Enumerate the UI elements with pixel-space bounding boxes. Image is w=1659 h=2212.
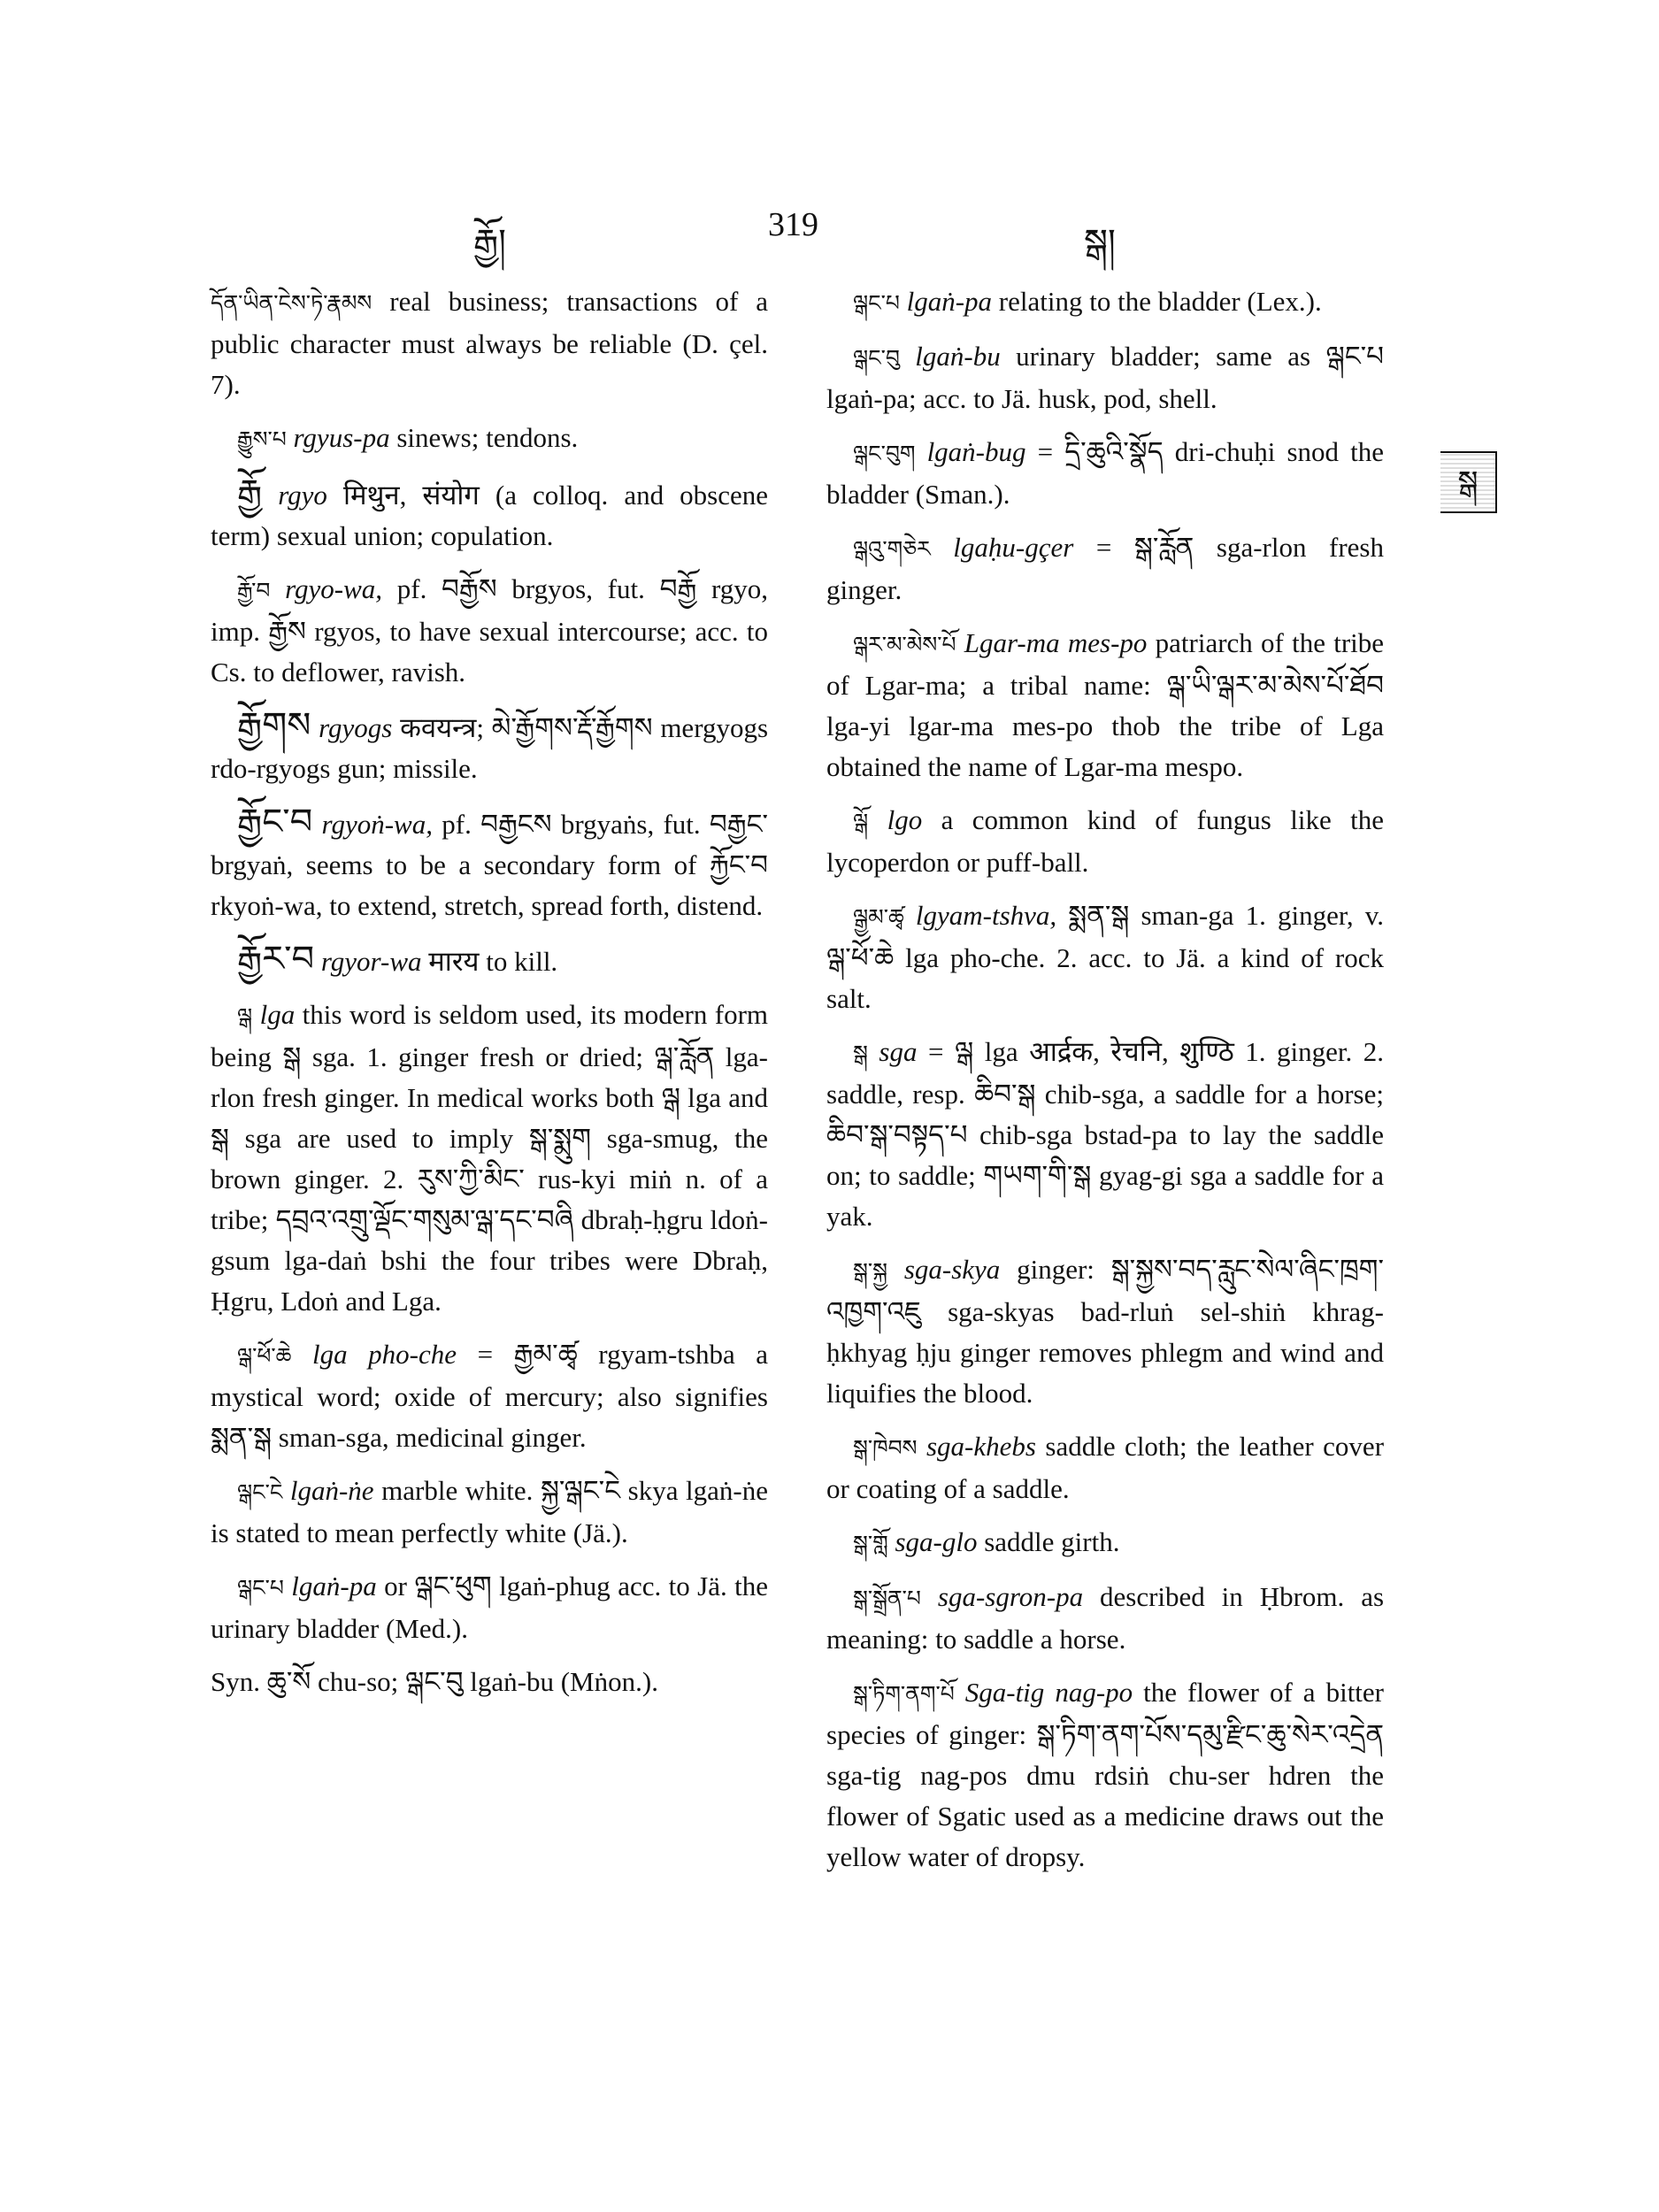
definition-text: real business; transactions of a public character must always be reliable (D. çel. 7). — [211, 286, 769, 400]
dictionary-entry — [211, 705, 768, 789]
dictionary-entry — [211, 995, 768, 1322]
definition-text: = དྲི་ཆུའི་སྣོད dri-chuḥi snod the bladder (Sman.). — [826, 436, 1385, 510]
definition-text: ginger: སྒ་སྐྱས་བད་རླུང་སེལ་ཞིང་ཁྲག་འཁྱག་འཇུ sga-skyas bad-rluṅ sel-shiṅ khrag-ḥkhyag ḥju ginger removes phlegm and wind and liquifies the blood. — [826, 1254, 1385, 1409]
tibetan-headword: སྒ — [853, 1041, 868, 1066]
tibetan-headword: སྒ་སྐྱ — [853, 1258, 888, 1284]
dictionary-entry — [826, 527, 1384, 611]
dictionary-entry — [211, 802, 768, 926]
definition-text: relating to the bladder (Lex.). — [998, 286, 1322, 317]
transliteration: lgaṅ-bu — [915, 341, 1001, 372]
dictionary-entry — [211, 281, 768, 405]
transliteration: Lgar-ma mes-po — [964, 627, 1148, 658]
definition-text: or ལྒང་ཕུག lgaṅ-phug acc. to Jä. the urinary bladder (Med.). — [211, 1571, 768, 1644]
definition-text: marble white. སྐྱ་ལྒང་ངེ skya lgaṅ-ṅe is stated to mean perfectly white (Jä.). — [211, 1475, 769, 1548]
dictionary-entry — [826, 1522, 1384, 1564]
transliteration: rgyoṅ-wa, — [321, 809, 433, 840]
dictionary-entry — [826, 432, 1384, 515]
tibetan-headword: ལྒྱམ་ཚྭ — [853, 904, 904, 930]
definition-text: = ལྒ lga आर्द्रक, रेचनि, शुण्ठि 1. ginger. 2. saddle, resp. ཆིབ་སྒ chib-sga, a saddle for a horse; ཆིབ་སྒ་བསྟད་པ chib-sga bstad-pa to lay the saddle on; to saddle; གཡག་གི་སྒ gyag-gi sga a saddle for a yak. — [826, 1036, 1384, 1232]
definition-text: urinary bladder; same as ལྒང་པ lgaṅ-pa; acc. to Jä. husk, pod, shell. — [826, 341, 1385, 414]
dictionary-entry — [211, 569, 768, 693]
dictionary-entry — [826, 1577, 1384, 1660]
tibetan-headword: སྒ་ཁེབས — [853, 1435, 918, 1461]
transliteration: sga-sgron-pa — [937, 1581, 1084, 1612]
transliteration: rgyo — [278, 480, 327, 511]
transliteration: lgaṅ-pa — [906, 286, 993, 317]
dictionary-entry — [211, 1334, 768, 1458]
transliteration: Sga-tig nag-po — [964, 1677, 1133, 1708]
transliteration: lgaṅ-pa — [291, 1571, 377, 1601]
dictionary-entry — [211, 1471, 768, 1554]
transliteration: sga-glo — [895, 1526, 978, 1557]
dictionary-entry — [826, 1426, 1384, 1509]
definition-text: this word is seldom used, its modern form being སྒ sga. 1. ginger fresh or dried; ལྒ་རློན lga-rlon fresh ginger. In medical works both ལྒ lga and སྒ sga are used to imply སྒ་སྨུག sga-smug, the brown ginger. 2. རུས་ཀྱི་མིང་ rus-kyi miṅ n. of a tribe; དབྲའ་འགྲུ་ལྡོང་གསུམ་ལྒ་དང་བཞི dbraḥ-ḥgru ldoṅ-gsum lga-daṅ bshi the four tribes were Dbraḥ, Ḥgru, Ldoṅ and Lga. — [211, 999, 769, 1317]
transliteration: rgyo-wa, — [285, 573, 383, 604]
definition-text: saddle girth. — [984, 1526, 1120, 1557]
tibetan-headword: རྒྱུས་པ — [237, 426, 287, 452]
right-running-headword: སྒ། — [1084, 222, 1116, 263]
transliteration: rgyor-wa — [320, 946, 422, 977]
transliteration: lgaṅ-ṅe — [289, 1475, 374, 1506]
tibetan-headword: ལྒང་བུ — [853, 345, 900, 371]
right-column — [826, 281, 1384, 1890]
definition-text: patriarch of the tribe of Lgar-ma; a tribal name: ལྒ་ཡི་ལྒར་མ་མེས་པོ་ཐོབ lga-yi lgar-ma mes-po thob the tribe of Lga obtained the name of Lgar-ma mespo. — [826, 627, 1385, 782]
transliteration: rgyus-pa — [293, 422, 390, 453]
tibetan-headword: རྒྱོ་བ — [237, 578, 271, 603]
definition-text: मारय to kill. — [428, 946, 558, 977]
tibetan-headword: སྒ་གློ — [853, 1531, 888, 1556]
tibetan-headword: རྒྱོང་བ — [237, 802, 313, 842]
tibetan-headword: ལྒར་མ་མེས་པོ — [853, 632, 956, 657]
tibetan-headword: ལྒང་པ — [853, 290, 900, 316]
dictionary-entry — [211, 1566, 768, 1649]
definition-text: སྨན་སྒ sman-ga 1. ginger, v. ལྒ་ཕོ་ཆེ lga pho-che. 2. acc. to Jä. a kind of rock salt. — [826, 900, 1385, 1014]
tibetan-headword: རྒྱོགས — [237, 705, 311, 746]
tibetan-headword: རྒྱོ — [237, 472, 263, 513]
tibetan-headword: སྒ་སྒྲོན་པ — [853, 1586, 921, 1611]
dictionary-entry — [211, 939, 768, 982]
tibetan-headword: ལྒང་པ — [237, 1575, 284, 1601]
dictionary-entry — [826, 336, 1384, 419]
transliteration: lga — [259, 999, 296, 1030]
page-header — [0, 202, 1659, 263]
transliteration: lga pho-che — [312, 1339, 457, 1370]
dictionary-entry — [211, 472, 768, 557]
definition-text: Syn. ཆུ་སོ chu-so; ལྒང་བུ lgaṅ-bu (Mṅon.). — [211, 1666, 658, 1697]
transliteration: sga-skya — [903, 1254, 1001, 1285]
thumb-index-tab: སྒ — [1440, 451, 1497, 513]
definition-text: saddle cloth; the leather cover or coating of a saddle. — [826, 1431, 1385, 1504]
dictionary-entry — [826, 281, 1384, 324]
tibetan-headword: ལྒང་ངེ — [237, 1479, 283, 1505]
dictionary-entry — [826, 623, 1384, 787]
left-running-headword: རྒྱོ། — [473, 222, 507, 263]
tibetan-headword: ལྒང་བུག — [853, 441, 916, 466]
definition-text: कवयन्त्र; མེ་རྒྱོགས་རྡོ་རྒྱོགས mergyogs rdo-rgyogs gun; missile. — [211, 712, 769, 784]
tibetan-headword: རྒྱོར་བ — [237, 939, 315, 979]
transliteration: sga-khebs — [926, 1431, 1036, 1462]
tibetan-headword: ལྒ — [237, 1003, 253, 1029]
dictionary-entry — [826, 1249, 1384, 1414]
definition-text: pf. བརྒྱོས brgyos, fut. བརྒྱོ rgyo, imp. རྒྱོས rgyos, to have sexual intercourse; acc. to Cs. to deflower, ravish. — [211, 573, 769, 687]
definition-text: pf. བརྒྱངས brgyaṅs, fut. བརྒྱང་ brgyaṅ, seems to be a secondary form of རྐྱོང་བ rkyoṅ-wa, to extend, stretch, spread forth, distend. — [211, 809, 768, 921]
dictionary-entry — [211, 1662, 768, 1702]
tibetan-headword: སྒ་ཏིག་ནག་པོ — [853, 1681, 955, 1707]
definition-text: a common kind of fungus like the lycoperdon or puff-ball. — [826, 804, 1385, 878]
transliteration: lgo — [887, 804, 923, 835]
dictionary-entry — [826, 800, 1384, 883]
dictionary-entry — [211, 418, 768, 460]
dictionary-entry — [826, 1672, 1384, 1878]
transliteration: lgaṅ-bug — [926, 436, 1026, 467]
transliteration: lgaḥu-gçer — [953, 532, 1074, 563]
transliteration: lgyam-tshva, — [915, 900, 1057, 931]
left-column — [211, 281, 768, 1715]
dictionary-entry — [826, 1032, 1384, 1237]
dictionary-entry — [826, 895, 1384, 1019]
definition-text: described in Ḥbrom. as meaning: to saddle a horse. — [826, 1581, 1385, 1655]
definition-text: = རྒྱམ་ཚྭ rgyam-tshba a mystical word; oxide of mercury; also signifies སྨན་སྒ sman-sga, medicinal ginger. — [211, 1339, 768, 1453]
tibetan-headword: ལྒ་ཕོ་ཆེ — [237, 1343, 292, 1369]
transliteration: rgyogs — [319, 712, 393, 743]
definition-text: the flower of a bitter species of ginger: སྒ་ཏིག་ནག་པོས་དམུ་རྫིང་ཆུ་སེར་འདྲེན sga-tig nag-pos dmu rdsiṅ chu-ser hdren the flower of Sgatic used as a medicine draws out the yellow water of dropsy. — [826, 1677, 1384, 1872]
tibetan-headword: ལྒོ — [853, 809, 869, 834]
definition-text: sinews; tendons. — [396, 422, 579, 453]
tibetan-headword: དོན་ཡིན་ངེས་ཏེ་རྣམས — [211, 290, 373, 316]
definition-text: मिथुन, संयोग (a colloq. and obscene term) sexual union; copulation. — [211, 480, 769, 551]
transliteration: sga — [879, 1036, 918, 1067]
tibetan-headword: ལྒའུ་གཅེར — [853, 536, 931, 562]
page-number: 319 — [768, 206, 818, 243]
definition-text: = སྒ་རློན sga-rlon fresh ginger. — [826, 532, 1384, 605]
